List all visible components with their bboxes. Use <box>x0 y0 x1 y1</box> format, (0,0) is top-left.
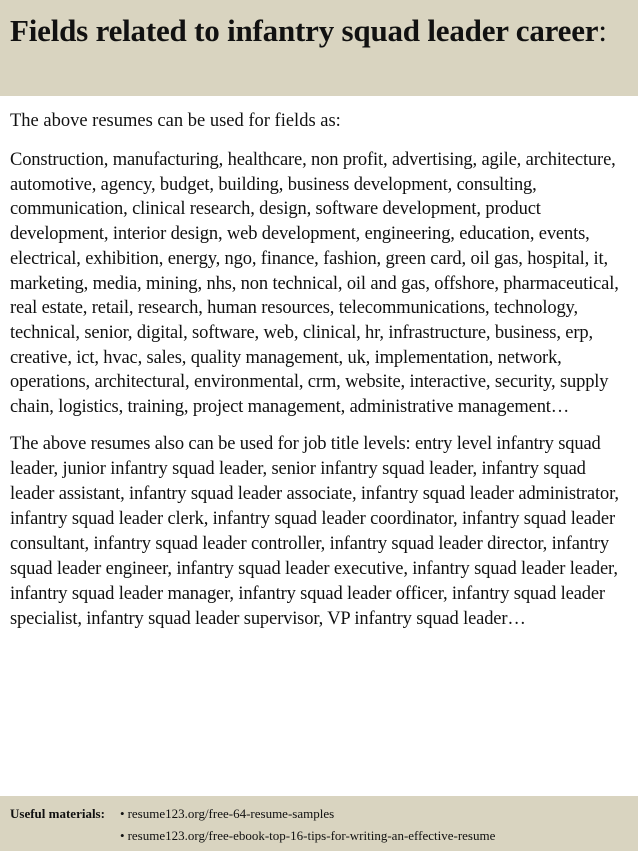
title-banner <box>0 0 638 96</box>
ebook-tips-link[interactable]: resume123.org/free-ebook-top-16-tips-for-writing-an-effective-resume <box>127 828 496 843</box>
useful-materials-footer <box>0 796 638 851</box>
fields-paragraph: Construction, manufacturing, healthcare, non profit, advertising, agile, architecture, automotive, agency, budget, building, business development, consulting, communication, clinical research, design, software development, product development, interior design, web development, engineering, education, events, electrical, exhibition, energy, ngo, finance, fashion, green card, oil gas, hospital, it, marketing, media, mining, nhs, non technical, oil and gas, offshore, pharmaceutical, real estate, retail, research, human resources, telecommunications, technology, technical, senior, digital, software, web, clinical, hr, infrastructure, business, erp, creative, ict, hvac, sales, quality management, uk, implementation, network, operations, architectural, environmental, crm, website, interactive, security, supply chain, logistics, training, project management, administrative management… <box>10 150 619 418</box>
main-content <box>10 108 632 644</box>
bullet-icon: • <box>120 806 125 821</box>
intro-text: The above resumes can be used for fields as: <box>10 111 341 131</box>
page-title-main: Fields related to infantry squad leader career <box>10 13 599 48</box>
job-levels-paragraph: The above resumes also can be used for job title levels: entry level infantry squad leader, junior infantry squad leader, senior infantry squad leader, infantry squad leader assistant, infantry squad leader associate, infantry squad leader administrator, infantry squad leader clerk, infantry squad leader coordinator, infantry squad leader consultant, infantry squad leader controller, infantry squad leader director, infantry squad leader engineer, infantry squad leader executive, infantry squad leader leader, infantry squad leader manager, infantry squad leader officer, infantry squad leader specialist, infantry squad leader supervisor, VP infantry squad leader… <box>10 433 619 629</box>
page-title-colon: : <box>598 13 607 48</box>
page-title <box>10 10 624 52</box>
bullet-icon: • <box>120 828 125 843</box>
resume-samples-link[interactable]: resume123.org/free-64-resume-samples <box>127 806 335 821</box>
footer-row-2 <box>10 825 628 847</box>
useful-materials-label: Useful materials: <box>10 806 105 821</box>
footer-row-1 <box>10 803 628 825</box>
